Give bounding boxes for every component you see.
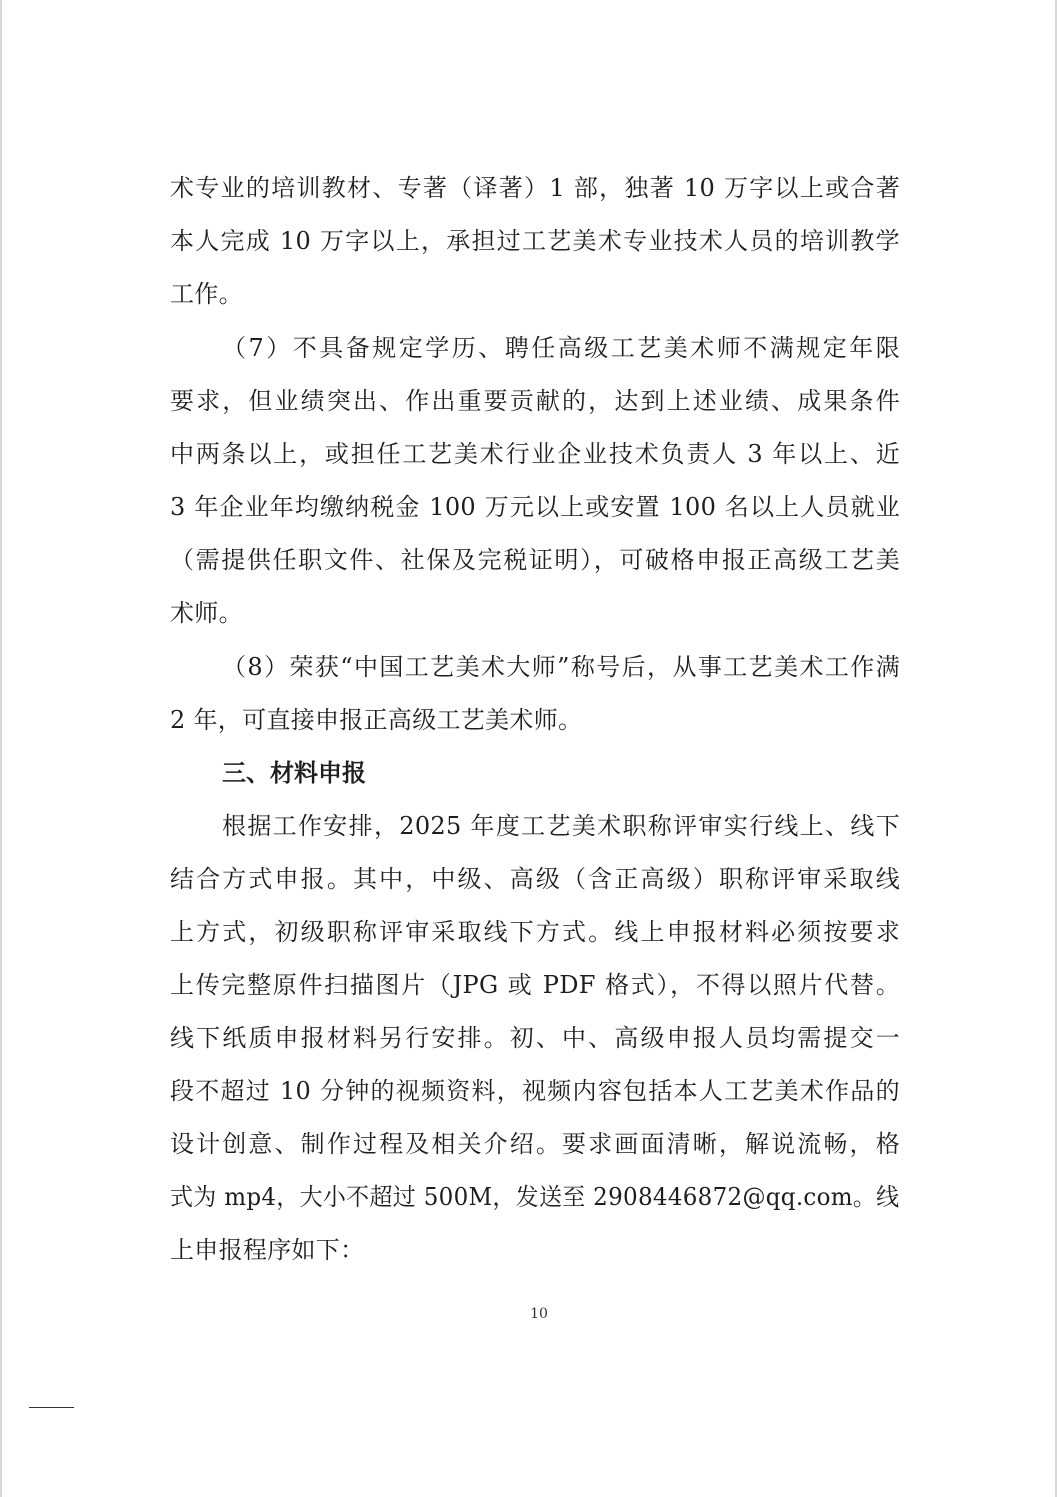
footnote-rule: [29, 1407, 74, 1408]
body-text-line: （8）荣获“中国工艺美术大师”称号后，从事工艺美术工作满: [222, 653, 900, 681]
body-text-line: 要求，但业绩突出、作出重要贡献的，达到上述业绩、成果条件: [170, 387, 900, 415]
body-text-line: 中两条以上，或担任工艺美术行业企业技术负责人 3 年以上、近: [170, 440, 900, 468]
body-text-line: 术师。: [170, 599, 243, 627]
body-text-line: 段不超过 10 分钟的视频资料，视频内容包括本人工艺美术作品的: [170, 1077, 900, 1105]
body-text-line: （需提供任职文件、社保及完税证明），可破格申报正高级工艺美: [170, 546, 900, 574]
body-text-line: 上传完整原件扫描图片（JPG 或 PDF 格式），不得以照片代替。: [170, 971, 900, 999]
body-text-line: 上申报程序如下：: [170, 1236, 365, 1264]
body-text-line: 根据工作安排，2025 年度工艺美术职称评审实行线上、线下: [222, 812, 900, 840]
body-text-line: 上方式，初级职称评审采取线下方式。线上申报材料必须按要求: [170, 918, 900, 946]
body-text-line: 工作。: [170, 280, 243, 308]
body-text-line: 本人完成 10 万字以上，承担过工艺美术专业技术人员的培训教学: [170, 227, 900, 255]
body-text-line: （7）不具备规定学历、聘任高级工艺美术师不满规定年限: [222, 334, 900, 362]
page-left-edge: [0, 0, 2, 1497]
body-text-line: 设计创意、制作过程及相关介绍。要求画面清晰，解说流畅，格: [170, 1130, 900, 1158]
body-text-line: 线下纸质申报材料另行安排。初、中、高级申报人员均需提交一: [170, 1024, 900, 1052]
body-text-line: 3 年企业年均缴纳税金 100 万元以上或安置 100 名以上人员就业: [170, 493, 900, 521]
page-number: 10: [530, 1306, 548, 1322]
body-text-line: 2 年，可直接申报正高级工艺美术师。: [170, 706, 583, 734]
body-text-line: 术专业的培训教材、专著（译著）1 部，独著 10 万字以上或合著: [170, 174, 900, 202]
section-heading: 三、材料申报: [222, 759, 366, 787]
body-text-line: 结合方式申报。其中，中级、高级（含正高级）职称评审采取线: [170, 865, 900, 893]
body-text-line: 式为 mp4，大小不超过 500M，发送至 2908446872@qq.com。线: [170, 1183, 900, 1211]
